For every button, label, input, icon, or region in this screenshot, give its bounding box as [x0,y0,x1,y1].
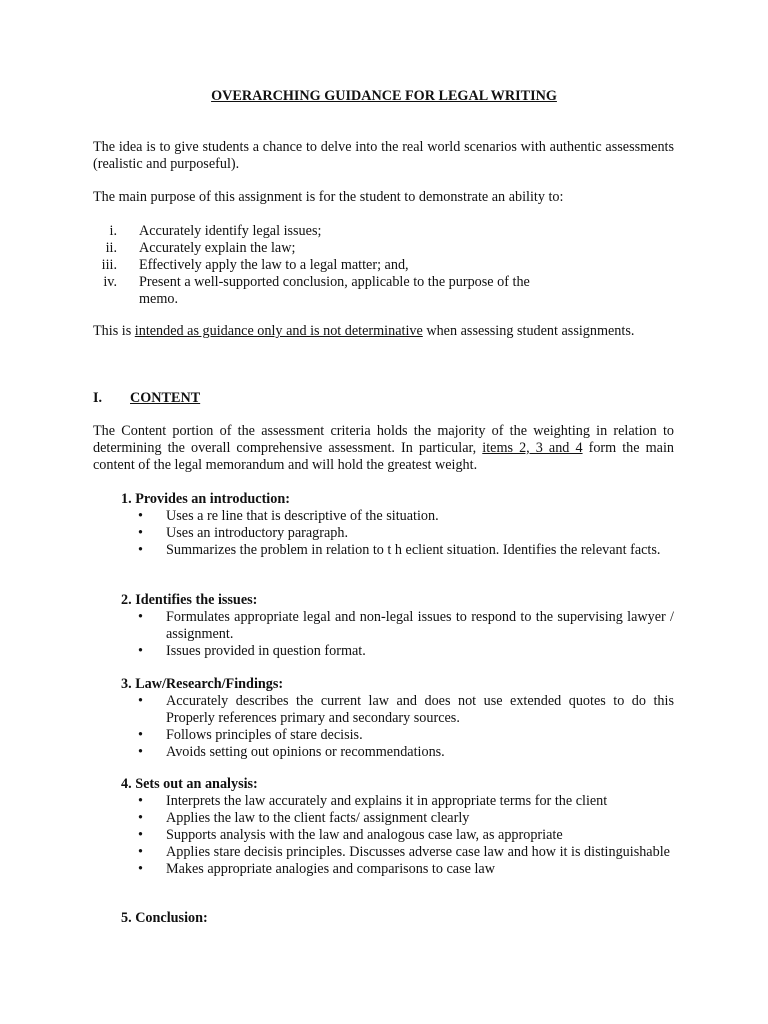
criteria-item-title: 1. Provides an introduction: [121,491,290,507]
bullet-item [121,727,674,744]
note-text: when assessing student assignments. [422,323,635,339]
section-number: I. [93,390,103,406]
bullet-icon: • [138,609,143,625]
criteria-item-title: 2. Identifies the issues: [121,592,258,608]
bullet-text: Supports analysis with the law and analogous case law, as appropriate [166,827,563,843]
bullet-icon: • [138,827,143,843]
content-text: form the main content of the legal memorandum and will hold the greatest weight. [93,440,674,473]
bullet-text: Accurately describes the current law and does not use extended quotes to do this Properly references primary and secondary sources. [166,693,674,726]
bullet-text: Uses an introductory paragraph. [166,525,349,541]
bullet-item [121,810,674,827]
bullet-text: Applies stare decisis principles. Discusses adverse case law and how it is distinguishable [166,844,670,860]
bullet-item [121,643,674,660]
bullet-item [121,542,674,559]
list-item-text: Present a well-supported conclusion, applicable to the purpose of the memo. [139,274,530,307]
bullet-text: Formulates appropriate legal and non-legal issues to respond to the supervising lawyer / assignment. [166,609,674,642]
content-paragraph [93,423,674,474]
bullet-item [121,508,674,525]
criteria-item-title: 3. Law/Research/Findings: [121,676,284,692]
note-underlined-text: intended as guidance only and is not determinative [134,323,423,339]
content-text: The Content portion of the assessment criteria holds the majority of the weighting in relation to determining the overall comprehensive assessment. In particular, [93,423,674,456]
criteria-item-title: 4. Sets out an analysis: [121,776,258,792]
bullet-item [121,793,674,810]
bullet-icon: • [138,693,143,709]
note-text: This is [93,323,135,339]
bullet-item [121,609,674,643]
bullet-list [121,693,674,761]
bullet-icon: • [138,861,143,877]
bullet-item [121,844,674,861]
bullet-text: Summarizes the problem in relation to t h eclient situation. Identifies the relevant facts. [166,542,661,558]
list-item [93,257,674,274]
list-item-number: i. [109,223,117,239]
list-item-text: Accurately identify legal issues; [139,223,322,239]
bullet-icon: • [138,542,143,558]
bullet-item [121,693,674,727]
intro-paragraph: The idea is to give students a chance to delve into the real world scenarios with authentic assessments (realistic and purposeful). [93,139,674,172]
bullet-text: Follows principles of stare decisis. [166,727,363,743]
bullet-icon: • [138,810,143,826]
list-item [93,240,674,257]
list-item [93,223,674,240]
bullet-icon: • [138,643,143,659]
document-title: OVERARCHING GUIDANCE FOR LEGAL WRITING [211,88,557,104]
bullet-icon: • [138,525,143,541]
section-title: CONTENT [130,390,201,406]
bullet-list [121,793,674,878]
bullet-item [121,827,674,844]
bullet-list [121,609,674,660]
bullet-list [121,508,674,559]
criteria-item-introduction [121,491,674,559]
bullet-item [121,861,674,878]
criteria-item-conclusion [121,910,674,927]
purpose-paragraph: The main purpose of this assignment is for the student to demonstrate an ability to: [93,189,564,205]
bullet-icon: • [138,727,143,743]
abilities-list [93,223,674,308]
criteria-item-issues [121,592,674,660]
guidance-note-paragraph [93,323,674,340]
bullet-icon: • [138,793,143,809]
bullet-text: Applies the law to the client facts/ assignment clearly [166,810,470,826]
bullet-item [121,744,674,761]
bullet-item [121,525,674,542]
bullet-text: Issues provided in question format. [166,643,366,659]
list-item-number: iii. [101,257,117,273]
criteria-item-analysis [121,776,674,878]
bullet-text: Uses a re line that is descriptive of the situation. [166,508,439,524]
bullet-icon: • [138,508,143,524]
section-heading [93,390,200,407]
list-item-number: ii. [105,240,117,256]
criteria-item-title: 5. Conclusion: [121,910,208,926]
bullet-text: Interprets the law accurately and explains it in appropriate terms for the client [166,793,608,809]
list-item-number: iv. [103,274,117,290]
list-item [93,274,674,308]
content-underlined-text: items 2, 3 and 4 [482,440,583,456]
list-item-text: Effectively apply the law to a legal matter; and, [139,257,409,273]
bullet-text: Avoids setting out opinions or recommendations. [166,744,445,760]
bullet-text: Makes appropriate analogies and comparisons to case law [166,861,495,877]
bullet-icon: • [138,744,143,760]
criteria-item-law-research [121,676,674,761]
bullet-icon: • [138,844,143,860]
list-item-text: Accurately explain the law; [139,240,296,256]
